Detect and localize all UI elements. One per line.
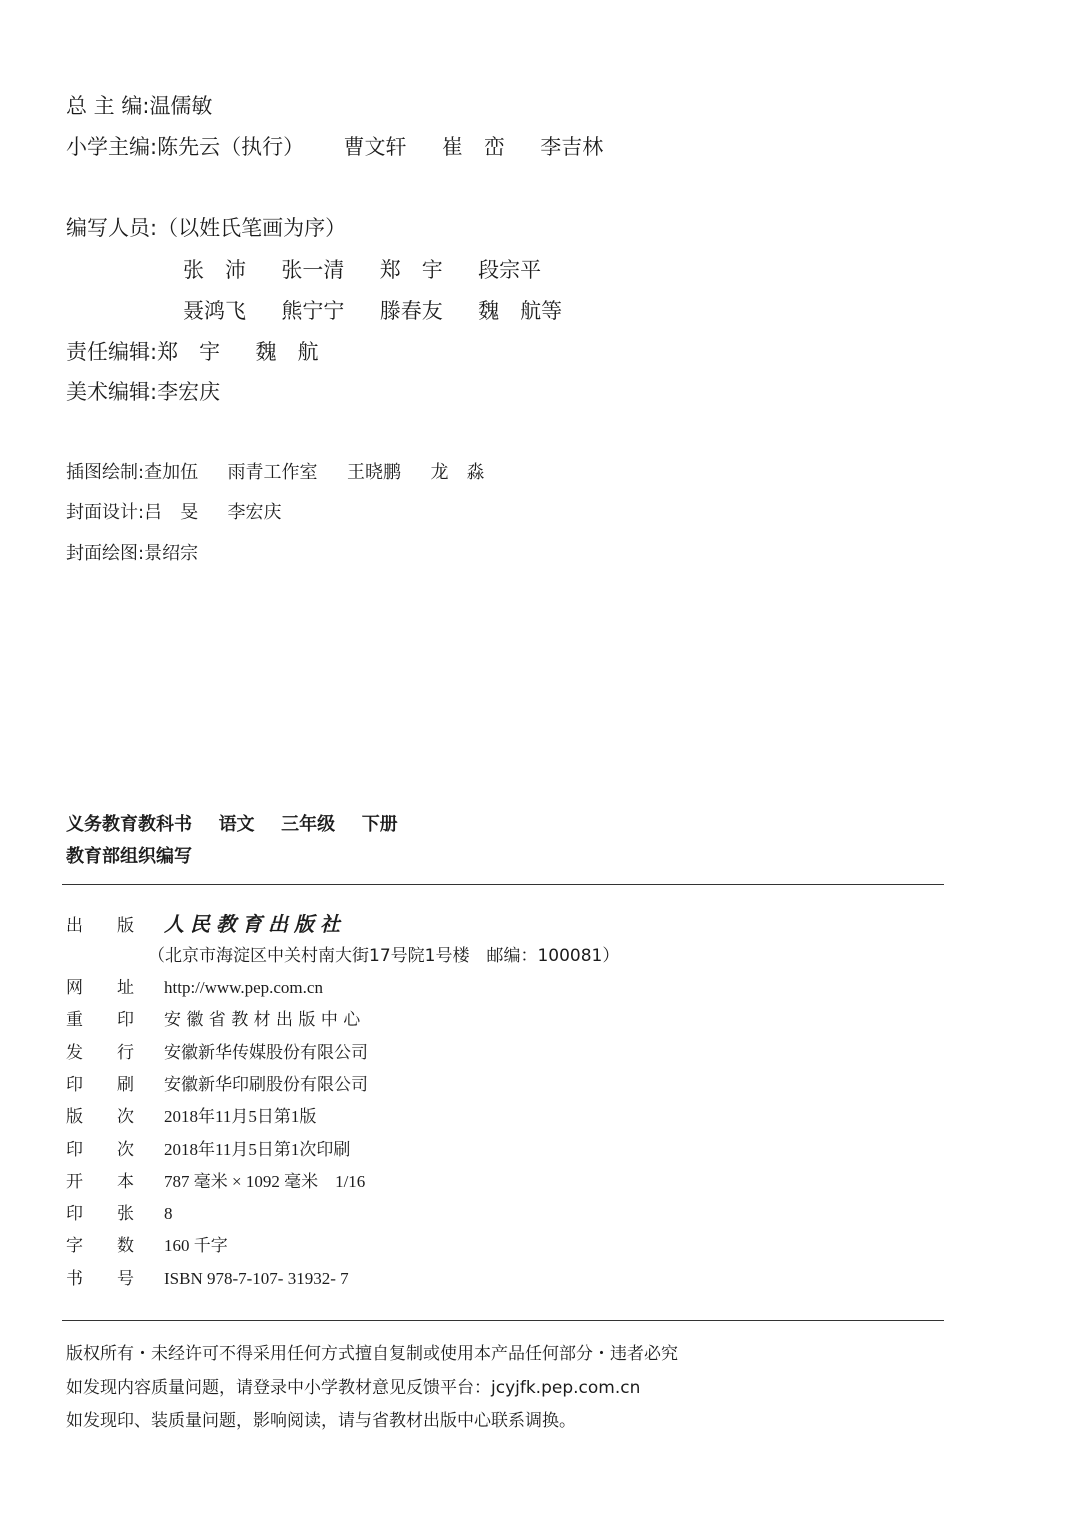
art-editor-name: 李宏庆	[157, 380, 221, 404]
illustrator-name: 王晓鹏	[347, 462, 402, 483]
publication-info-row	[66, 1264, 349, 1289]
publication-info-row	[66, 973, 323, 998]
chief-editor-names: 温儒敏	[149, 94, 213, 118]
writers-note: （以姓氏笔画为序）	[157, 216, 347, 240]
publication-info-row	[66, 1070, 368, 1095]
writer-name: 张一清	[281, 258, 345, 282]
art-editor-label: 美术编辑:	[66, 380, 158, 404]
publication-info-label: 版 次	[66, 1107, 134, 1127]
publication-info-value: 安徽新华传媒股份有限公司	[164, 1043, 368, 1063]
primary-editor-label: 小学主编:	[66, 135, 158, 159]
writer-name: 魏 航等	[478, 299, 563, 323]
divider-top	[62, 884, 944, 885]
book-series: 义务教育教科书	[66, 814, 192, 835]
publication-info-label: 字 数	[66, 1236, 134, 1256]
chief-editor-row	[66, 90, 212, 120]
writer-name: 郑 宇	[379, 258, 443, 282]
cover-designer-name: 吕 旻	[144, 502, 199, 523]
content-feedback-notice: 如发现内容质量问题，请登录中小学教材意见反馈平台：jcyjfk.pep.com.cn	[66, 1378, 641, 1398]
publication-info-row	[66, 1102, 316, 1127]
book-compiler: 教育部组织编写	[66, 846, 192, 867]
primary-editor-row	[66, 131, 603, 161]
illustration-row	[66, 458, 484, 484]
publication-info-label: 重 印	[66, 1010, 134, 1030]
publication-info-row	[66, 1038, 368, 1063]
primary-editor-name: 曹文轩	[343, 135, 407, 159]
publication-info-label: 印 次	[66, 1140, 134, 1160]
cover-design-row	[66, 498, 282, 524]
copyright-notice: 版权所有・未经许可不得采用任何方式擅自复制或使用本产品任何部分・违者必究	[66, 1344, 678, 1364]
writer-name: 滕春友	[379, 299, 443, 323]
cover-designer-name: 李宏庆	[227, 502, 282, 523]
publisher-logo: 人民教育出版社	[164, 912, 346, 936]
primary-editor-name: 崔 峦	[441, 135, 505, 159]
responsible-editor-row	[66, 336, 318, 366]
illustration-label: 插图绘制:	[66, 462, 145, 483]
writers-label: 编写人员:	[66, 216, 158, 240]
book-volume: 下册	[361, 814, 398, 835]
print-feedback-notice: 如发现印、装质量问题，影响阅读，请与省教材出版中心联系调换。	[66, 1411, 576, 1431]
publication-info-label: 印 张	[66, 1204, 134, 1224]
publication-info-row	[66, 1199, 173, 1224]
illustrator-name: 雨青工作室	[227, 462, 318, 483]
publication-info-label: 印 刷	[66, 1075, 134, 1095]
publisher-label: 出 版	[66, 916, 134, 936]
writer-name: 段宗平	[478, 258, 542, 282]
publication-info-value: 2018年11月5日第1版	[164, 1107, 317, 1126]
writers-row	[66, 212, 346, 242]
primary-editor-name: 李吉林	[540, 135, 604, 159]
cover-painting-row	[66, 539, 198, 565]
publication-info-row	[66, 1231, 228, 1256]
responsible-editor-name: 魏 航	[255, 340, 319, 364]
publication-info-value: ISBN 978-7-107- 31932- 7	[164, 1269, 349, 1288]
publication-info-value: 787 毫米 × 1092 毫米 1/16	[164, 1172, 366, 1191]
publication-info-row	[66, 1167, 365, 1192]
writer-name: 熊宁宁	[281, 299, 345, 323]
writers-line-1	[183, 254, 541, 284]
publication-info-value: 安 徽 省 教 材 出 版 中 心	[164, 1010, 361, 1030]
book-title	[66, 810, 398, 836]
publisher-row	[66, 908, 346, 937]
responsible-editor-label: 责任编辑:	[66, 340, 158, 364]
cover-painter-name: 景绍宗	[144, 543, 199, 564]
publication-info-value: 安徽新华印刷股份有限公司	[164, 1075, 368, 1095]
publication-info-row	[66, 1005, 360, 1030]
writers-line-2	[183, 295, 562, 325]
chief-editor-label: 总 主 编:	[66, 94, 150, 118]
illustrator-name: 龙 淼	[430, 462, 485, 483]
publication-info-row	[66, 1135, 350, 1160]
publication-info-label: 书 号	[66, 1269, 134, 1289]
writer-name: 聂鸿飞	[183, 299, 246, 323]
publication-info-value: 2018年11月5日第1次印刷	[164, 1140, 351, 1159]
illustrator-name: 查加伍	[144, 462, 199, 483]
publication-info-value: 8	[164, 1204, 173, 1223]
responsible-editor-name: 郑 宇	[157, 340, 221, 364]
primary-editor-name: 陈先云（执行）	[157, 135, 305, 159]
publisher-address: （北京市海淀区中关村南大街17号院1号楼 邮编：100081）	[148, 946, 620, 966]
writer-name: 张 沛	[183, 258, 246, 282]
cover-design-label: 封面设计:	[66, 502, 145, 523]
divider-bottom	[62, 1320, 944, 1321]
cover-painting-label: 封面绘图:	[66, 543, 145, 564]
publication-info-label: 开 本	[66, 1172, 134, 1192]
book-subject: 语文	[218, 814, 255, 835]
publication-info-label: 发 行	[66, 1043, 134, 1063]
publication-info-value: http://www.pep.com.cn	[164, 978, 323, 997]
book-grade: 三年级	[281, 814, 336, 835]
publication-info-label: 网 址	[66, 978, 134, 998]
art-editor-row	[66, 376, 220, 406]
publication-info-value: 160 千字	[164, 1236, 228, 1255]
